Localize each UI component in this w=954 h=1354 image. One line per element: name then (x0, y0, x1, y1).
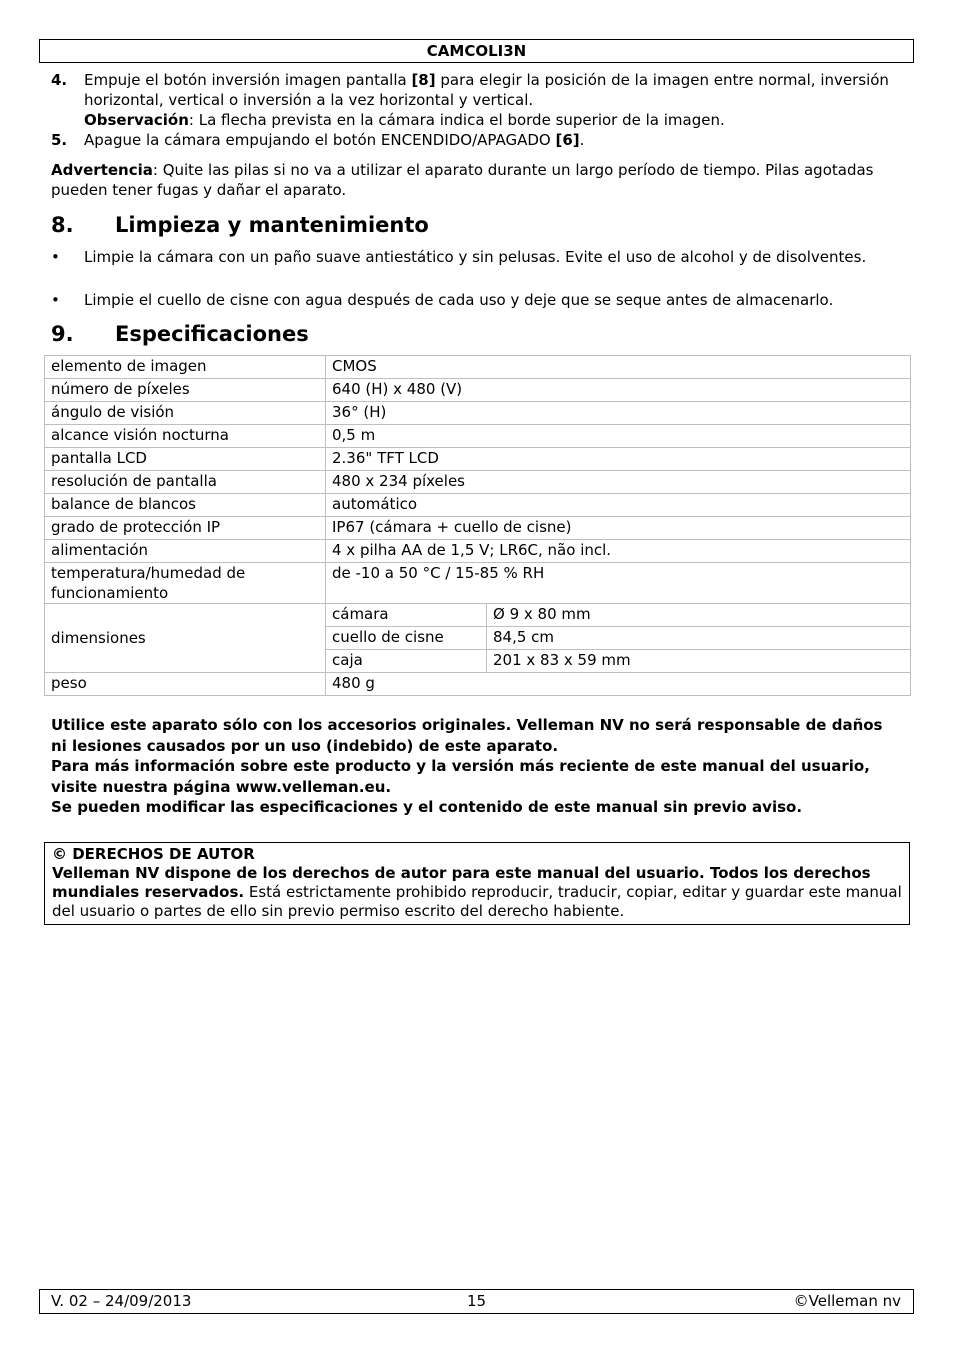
dimension-part: caja (326, 650, 487, 673)
table-row (45, 673, 911, 696)
table-row (45, 471, 911, 494)
spec-value: 2.36" TFT LCD (326, 448, 911, 471)
document-footer (39, 1289, 914, 1314)
dimension-part: cuello de cisne (326, 627, 487, 650)
spec-value: 0,5 m (326, 425, 911, 448)
spec-value: de -10 a 50 °C / 15-85 % RH (326, 563, 911, 604)
spec-label: alcance visión nocturna (45, 425, 326, 448)
spec-label: balance de blancos (45, 494, 326, 517)
dimension-value: 84,5 cm (487, 627, 911, 650)
notice-line: Para más información sobre este producto y la versión más reciente de este manual del usuario, visite nuestra página www.velleman.eu. (51, 757, 870, 796)
spec-label: número de píxeles (45, 379, 326, 402)
document-header (39, 39, 914, 63)
section-title: Limpieza y mantenimiento (115, 213, 429, 237)
step-4 (51, 70, 891, 130)
spec-label: ángulo de visión (45, 402, 326, 425)
button-ref: [8] (411, 71, 436, 89)
dimension-value: 201 x 83 x 59 mm (487, 650, 911, 673)
spec-value: 4 x pilha AA de 1,5 V; LR6C, não incl. (326, 540, 911, 563)
step-number: 5. (51, 131, 68, 149)
spec-label: grado de protección IP (45, 517, 326, 540)
warning-paragraph (51, 160, 896, 200)
table-row (45, 402, 911, 425)
table-row (45, 517, 911, 540)
spec-label: peso (45, 673, 326, 696)
note-text: : La flecha prevista en la cámara indica el borde superior de la imagen. (188, 111, 725, 129)
step-text: Apague la cámara empujando el botón ENCENDIDO/APAGADO (84, 131, 556, 149)
note-label: Observación (84, 111, 189, 129)
button-ref: [6] (555, 131, 580, 149)
table-row (45, 425, 911, 448)
notice-line: Se pueden modificar las especificaciones y el contenido de este manual sin previo aviso. (51, 798, 803, 816)
spec-value: 480 g (326, 673, 911, 696)
header-title: CAMCOLI3N (426, 42, 527, 60)
warning-text: : Quite las pilas si no va a utilizar el aparato durante un largo período de tiempo. Pilas agotadas pueden tener fugas y dañar el aparato. (51, 161, 874, 199)
section-number: 8. (51, 213, 74, 237)
spec-label: temperatura/humedad de funcionamiento (45, 563, 326, 604)
footer-copyright: ©Velleman nv (793, 1292, 901, 1310)
table-row (45, 563, 911, 604)
usage-notice (51, 715, 896, 818)
spec-value: CMOS (326, 356, 911, 379)
copyright-title: © DERECHOS DE AUTOR (52, 845, 255, 863)
spec-value: 640 (H) x 480 (V) (326, 379, 911, 402)
table-row (45, 494, 911, 517)
dimension-value: Ø 9 x 80 mm (487, 604, 911, 627)
step-text: Empuje el botón inversión imagen pantalla (84, 71, 412, 89)
copyright-text: Está estrictamente prohibido reproducir, traducir, copiar, editar y guardar este manual del usuario o partes de ello sin previo permiso escrito del derecho habiente. (52, 883, 902, 920)
list-item (51, 290, 891, 312)
step-text-cont: . (579, 131, 585, 149)
spec-value: IP67 (cámara + cuello de cisne) (326, 517, 911, 540)
dimension-part: cámara (326, 604, 487, 627)
step-number: 4. (51, 71, 68, 89)
table-row (45, 448, 911, 471)
table-row (45, 540, 911, 563)
spec-label: pantalla LCD (45, 448, 326, 471)
copyright-bold-text: Velleman NV dispone de los derechos de autor para este manual del usuario. Todos los derechos mundiales reservados. (52, 864, 871, 901)
section-number: 9. (51, 322, 74, 346)
spec-label: resolución de pantalla (45, 471, 326, 494)
warning-label: Advertencia (51, 161, 153, 179)
table-row (45, 379, 911, 402)
step-text-cont: para elegir la posición de la imagen entre normal, inversión horizontal, vertical o inversión a la vez horizontal y vertical. (84, 71, 889, 109)
copyright-body (52, 864, 902, 921)
section-heading-specs (51, 321, 309, 347)
spec-value: 36° (H) (326, 402, 911, 425)
table-row (45, 604, 911, 627)
list-item-text: Limpie la cámara con un paño suave antiestático y sin pelusas. Evite el uso de alcohol y de disolventes. (84, 248, 867, 266)
version-date: V. 02 – 24/09/2013 (51, 1292, 192, 1310)
page-number: 15 (466, 1292, 487, 1310)
section-title: Especificaciones (115, 322, 309, 346)
notice-line: Utilice este aparato sólo con los accesorios originales. Velleman NV no será responsable de daños ni lesiones causados por un uso (indebido) de este aparato. (51, 716, 883, 755)
spec-label: elemento de imagen (45, 356, 326, 379)
copyright-box (44, 842, 910, 925)
list-item (51, 247, 891, 290)
spec-label: alimentación (45, 540, 326, 563)
spec-value: 480 x 234 píxeles (326, 471, 911, 494)
bullet-icon: • (51, 291, 60, 309)
specifications-table (44, 355, 911, 696)
cleaning-list (51, 247, 891, 312)
steps-list (51, 70, 891, 152)
section-heading-cleaning (51, 212, 429, 238)
spec-label: dimensiones (45, 604, 326, 673)
table-row (45, 356, 911, 379)
list-item-text: Limpie el cuello de cisne con agua después de cada uso y deje que se seque antes de almacenarlo. (84, 291, 834, 309)
spec-value: automático (326, 494, 911, 517)
bullet-icon: • (51, 248, 60, 266)
step-5 (51, 130, 891, 152)
